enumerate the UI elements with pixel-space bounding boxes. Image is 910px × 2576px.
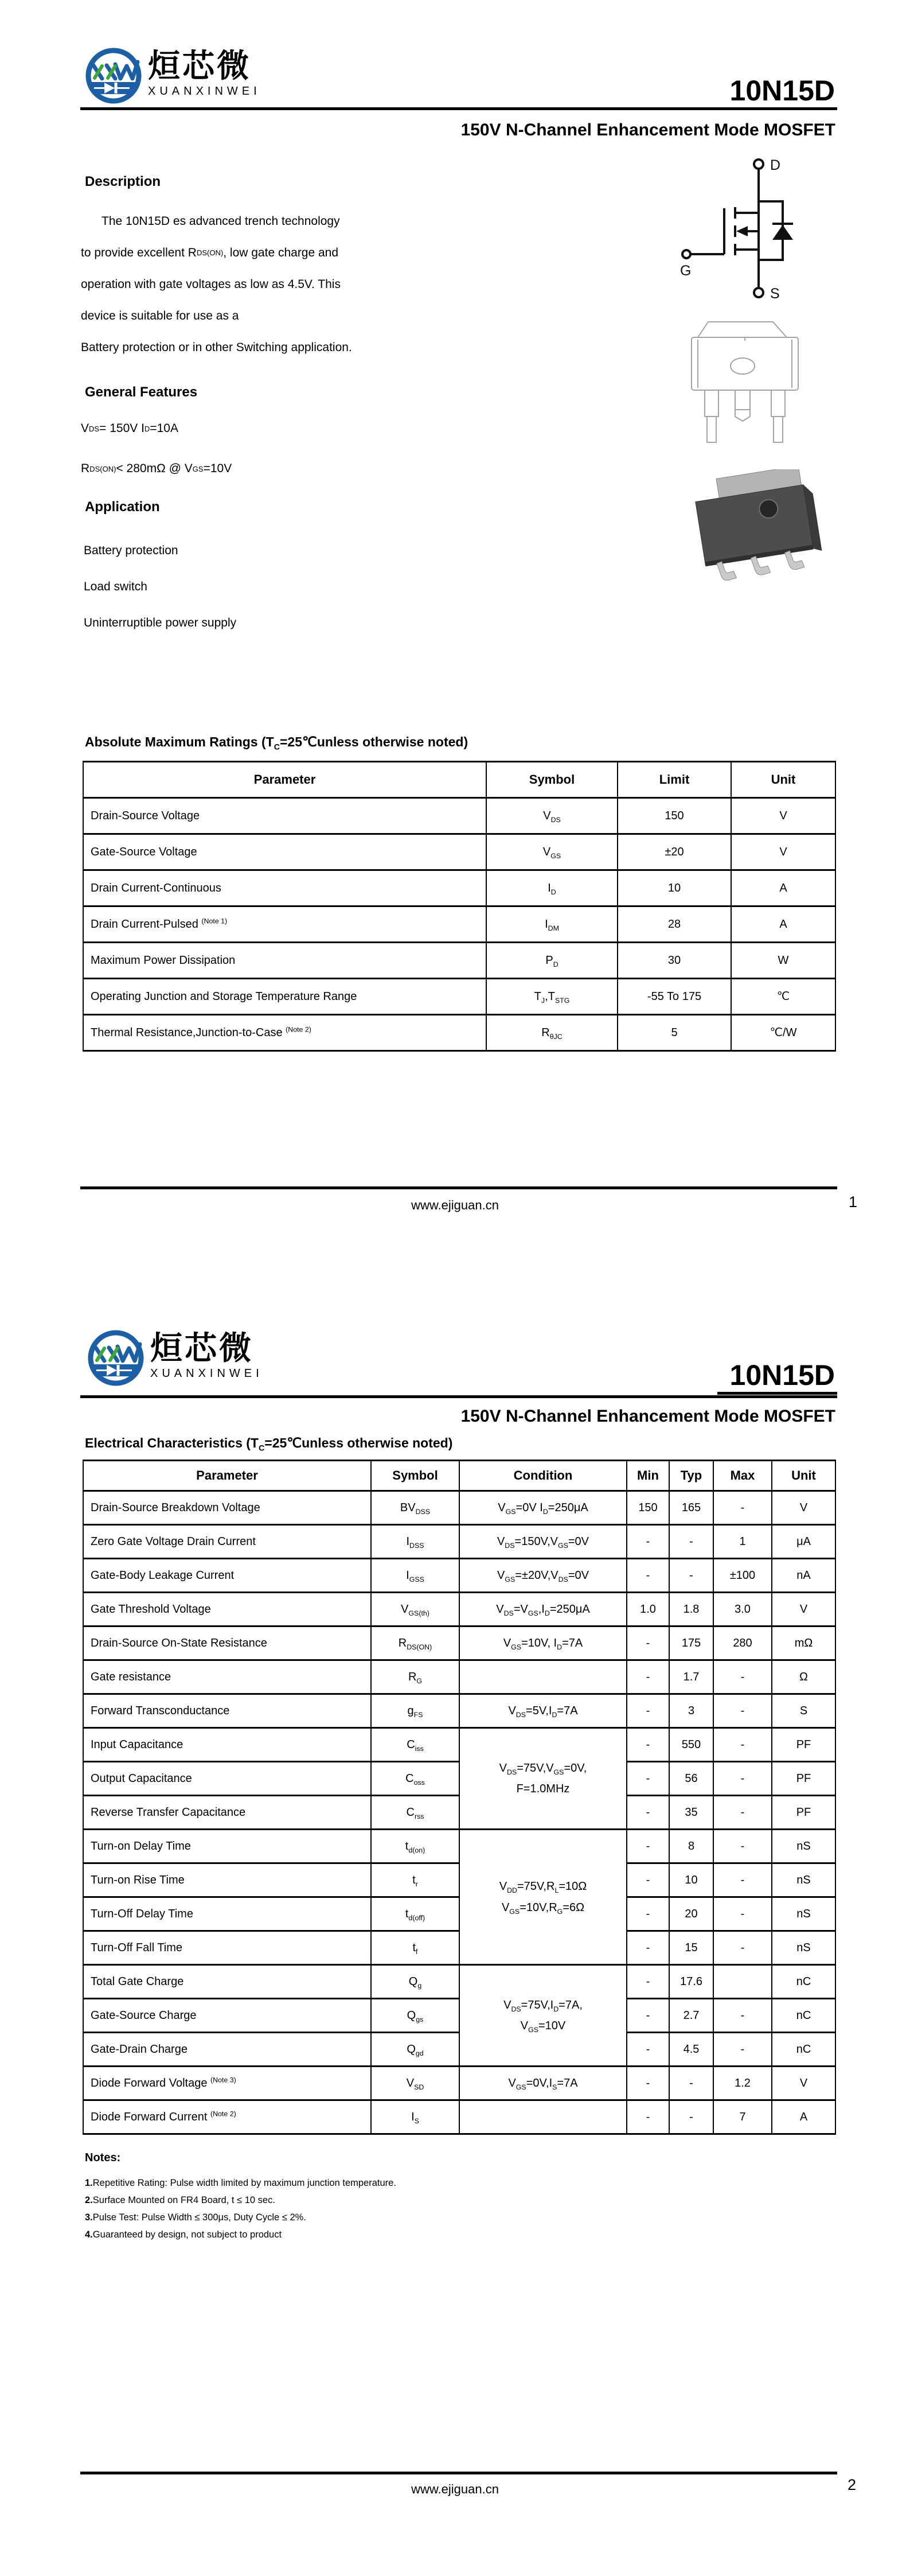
- cell-typ: -: [669, 2067, 713, 2100]
- column-header: Symbol: [486, 762, 618, 798]
- header-rule: [80, 107, 837, 110]
- cell-unit: PF: [772, 1762, 835, 1796]
- application-list: [84, 532, 520, 641]
- cell-symbol: $R_{DS(ON)}$: [371, 1626, 459, 1660]
- cell-unit: V: [772, 2067, 835, 2100]
- cell-parameter: Drain-Source On-State Resistance: [83, 1626, 371, 1660]
- cell-max: 1: [713, 1525, 772, 1559]
- cell-typ: 2.7: [669, 1999, 713, 2033]
- cell-parameter: Zero Gate Voltage Drain Current: [83, 1525, 371, 1559]
- cell-parameter: Drain Current-Continuous: [83, 870, 486, 906]
- table-row: [83, 2067, 835, 2100]
- cell-min: -: [627, 2033, 669, 2067]
- cell-min: -: [627, 1660, 669, 1694]
- footer-rule: [80, 1186, 837, 1189]
- cell-parameter: Gate-Drain Charge: [83, 2033, 371, 2067]
- cell-unit: nS: [772, 1863, 835, 1897]
- cell-unit: V: [731, 798, 835, 834]
- cell-condition: $V_{GS}=0V$ $I_D=250\mu A$: [459, 1491, 627, 1525]
- cell-limit: ±20: [618, 834, 731, 870]
- document-subtitle: 150V N-Channel Enhancement Mode MOSFET: [460, 120, 835, 139]
- cell-symbol: $t_{d(on)}$: [371, 1830, 459, 1863]
- cell-parameter: Gate resistance: [83, 1660, 371, 1694]
- gate-label: G: [680, 263, 692, 279]
- cell-unit: nC: [772, 2033, 835, 2067]
- elec-table-title: Electrical Characteristics ($T_C=25℃unless$ otherwise noted): [85, 1435, 453, 1453]
- cell-parameter: Drain Current-Pulsed $^{(Note 1)}$: [83, 906, 486, 943]
- cell-unit: nS: [772, 1830, 835, 1863]
- table-row: [83, 1626, 835, 1660]
- cell-min: -: [627, 1830, 669, 1863]
- cell-unit: S: [772, 1694, 835, 1728]
- cell-unit: ℃: [731, 979, 835, 1015]
- features-list: [81, 408, 517, 489]
- page-number: 2: [847, 2476, 857, 2493]
- application-heading: Application: [85, 499, 160, 515]
- cell-min: -: [627, 1863, 669, 1897]
- cell-min: -: [627, 1762, 669, 1796]
- cell-typ: 175: [669, 1626, 713, 1660]
- cell-max: -: [713, 1728, 772, 1762]
- cell-typ: 15: [669, 1931, 713, 1965]
- table-row: [83, 1965, 835, 1999]
- note-line: 4. Guaranteed by design, not subject to product: [85, 2229, 282, 2240]
- cell-min: -: [627, 1796, 669, 1830]
- cell-symbol: $V_{SD}$: [371, 2067, 459, 2100]
- cell-typ: 56: [669, 1762, 713, 1796]
- cell-typ: 4.5: [669, 2033, 713, 2067]
- cell-min: -: [627, 1999, 669, 2033]
- cell-condition: $V_{GS}=\pm 20V,V_{DS}=0V$: [459, 1559, 627, 1593]
- cell-min: -: [627, 1965, 669, 1999]
- cell-unit: nS: [772, 1931, 835, 1965]
- description-line: The 10N15D es advanced trench technology: [101, 214, 340, 228]
- table-row: [83, 2100, 835, 2134]
- brand-name: [150, 1332, 263, 1380]
- body-diode: [772, 225, 793, 240]
- brand-name-cn: 烜芯微: [150, 1330, 253, 1366]
- description-line: device is suitable for use as a: [81, 309, 239, 322]
- brand-logo-icon: [86, 1328, 146, 1388]
- cell-unit: nA: [772, 1559, 835, 1593]
- cell-max: -: [713, 1660, 772, 1694]
- mosfet-arrow: [736, 226, 748, 236]
- cell-min: -: [627, 1559, 669, 1593]
- footer-rule: [80, 2472, 837, 2474]
- cell-parameter: Diode Forward Voltage $^{(Note 3)}$: [83, 2067, 371, 2100]
- cell-parameter: Operating Junction and Storage Temperature Range: [83, 979, 486, 1015]
- cell-symbol: $t_f$: [371, 1931, 459, 1965]
- column-header: Typ: [669, 1461, 713, 1491]
- drain-label: D: [770, 157, 781, 173]
- column-header: Parameter: [83, 1461, 371, 1491]
- cell-parameter: Diode Forward Current $^{(Note 2)}$: [83, 2100, 371, 2134]
- source-label: S: [770, 286, 780, 302]
- cell-max: 7: [713, 2100, 772, 2134]
- cell-parameter: Drain-Source Voltage: [83, 798, 486, 834]
- brand-name-en: XUANXINWEI: [148, 84, 261, 98]
- column-header: Max: [713, 1461, 772, 1491]
- table-row: [83, 943, 835, 979]
- document-subtitle: 150V N-Channel Enhancement Mode MOSFET: [460, 1407, 835, 1426]
- page-number: 1: [849, 1193, 858, 1211]
- cell-typ: 20: [669, 1897, 713, 1931]
- cell-symbol: $V_{GS}$: [486, 834, 618, 870]
- cell-parameter: Turn-Off Fall Time: [83, 1931, 371, 1965]
- table-row: [83, 979, 835, 1015]
- cell-unit: Ω: [772, 1660, 835, 1694]
- cell-parameter: Reverse Transfer Capacitance: [83, 1796, 371, 1830]
- cell-typ: 1.7: [669, 1660, 713, 1694]
- cell-symbol: $C_{oss}$: [371, 1762, 459, 1796]
- cell-min: -: [627, 1897, 669, 1931]
- table-row: [83, 1559, 835, 1593]
- cell-symbol: $I_{DM}$: [486, 906, 618, 943]
- cell-symbol: $Q_g$: [371, 1965, 459, 1999]
- cell-max: ±100: [713, 1559, 772, 1593]
- cell-symbol: $BV_{DSS}$: [371, 1491, 459, 1525]
- cell-parameter: Turn-Off Delay Time: [83, 1897, 371, 1931]
- part-number: 10N15D: [717, 76, 837, 110]
- cell-max: -: [713, 1491, 772, 1525]
- table-row: [83, 1593, 835, 1626]
- cell-min: -: [627, 1525, 669, 1559]
- cell-unit: A: [731, 906, 835, 943]
- feature-line: R DS(ON) < 280mΩ @ V GS =10V: [81, 462, 232, 475]
- features-heading: General Features: [85, 384, 198, 400]
- cell-limit: -55 To 175: [618, 979, 731, 1015]
- cell-unit: V: [772, 1593, 835, 1626]
- cell-parameter: Gate-Source Voltage: [83, 834, 486, 870]
- table-row: [83, 1694, 835, 1728]
- table-row: [83, 870, 835, 906]
- brand-name: [148, 49, 261, 98]
- cell-typ: 17.6: [669, 1965, 713, 1999]
- table-row: [83, 1015, 835, 1051]
- table-row: [83, 1728, 835, 1762]
- description-line: Battery protection or in other Switching application.: [81, 340, 352, 354]
- cell-max: -: [713, 1762, 772, 1796]
- cell-symbol: $I_D$: [486, 870, 618, 906]
- table-row: [83, 1660, 835, 1694]
- table-row: [83, 1525, 835, 1559]
- cell-min: -: [627, 1931, 669, 1965]
- cell-max: -: [713, 2033, 772, 2067]
- column-header: Limit: [618, 762, 731, 798]
- cell-parameter: Forward Transconductance: [83, 1694, 371, 1728]
- cell-unit: μA: [772, 1525, 835, 1559]
- cell-limit: 150: [618, 798, 731, 834]
- note-line: 3. Pulse Test: Pulse Width ≤ 300μs, Duty Cycle ≤ 2%.: [85, 2212, 306, 2223]
- cell-typ: 550: [669, 1728, 713, 1762]
- cell-parameter: Output Capacitance: [83, 1762, 371, 1796]
- cell-unit: PF: [772, 1796, 835, 1830]
- cell-condition: $V_{DS}=150V,V_{GS}=0V$: [459, 1525, 627, 1559]
- cell-typ: 165: [669, 1491, 713, 1525]
- cell-typ: -: [669, 1559, 713, 1593]
- cell-symbol: $V_{GS(th)}$: [371, 1593, 459, 1626]
- cell-symbol: $C_{rss}$: [371, 1796, 459, 1830]
- cell-max: -: [713, 1694, 772, 1728]
- cell-parameter: Turn-on Rise Time: [83, 1863, 371, 1897]
- cell-unit: nS: [772, 1897, 835, 1931]
- cell-symbol: $Q_{gs}$: [371, 1999, 459, 2033]
- cell-unit: nC: [772, 1999, 835, 2033]
- cell-max: -: [713, 1897, 772, 1931]
- cell-max: -: [713, 1999, 772, 2033]
- cell-symbol: $I_{DSS}$: [371, 1525, 459, 1559]
- description-heading: Description: [85, 174, 161, 189]
- cell-unit: PF: [772, 1728, 835, 1762]
- cell-limit: 10: [618, 870, 731, 906]
- cell-typ: 1.8: [669, 1593, 713, 1626]
- cell-unit: A: [772, 2100, 835, 2134]
- brand-name-cn: 烜芯微: [148, 48, 251, 84]
- cell-parameter: Input Capacitance: [83, 1728, 371, 1762]
- cell-condition: $V_{DS}=75V,V_{GS}=0V$, F=1.0MHz: [459, 1728, 627, 1830]
- cell-symbol: $Q_{gd}$: [371, 2033, 459, 2067]
- cell-unit: V: [731, 834, 835, 870]
- brand-logo: [86, 1328, 263, 1388]
- cell-max: -: [713, 1863, 772, 1897]
- cell-symbol: $P_D$: [486, 943, 618, 979]
- cell-max: 1.2: [713, 2067, 772, 2100]
- mosfet-symbol-diagram: [677, 154, 803, 309]
- cell-max: -: [713, 1931, 772, 1965]
- cell-parameter: Total Gate Charge: [83, 1965, 371, 1999]
- cell-symbol: $T_J,T_{STG}$: [486, 979, 618, 1015]
- cell-condition: $V_{DS}=V_{GS},I_D=250\mu A$: [459, 1593, 627, 1626]
- cell-max: -: [713, 1830, 772, 1863]
- cell-symbol: $I_S$: [371, 2100, 459, 2134]
- cell-unit: A: [731, 870, 835, 906]
- abs-max-table-title: Absolute Maximum Ratings ($T_C=25℃unless$ otherwise noted): [85, 734, 468, 752]
- cell-unit: ℃/W: [731, 1015, 835, 1051]
- cell-typ: 8: [669, 1830, 713, 1863]
- footer-website: www.ejiguan.cn: [411, 2482, 499, 2496]
- description-paragraph: [81, 205, 517, 363]
- absolute-maximum-ratings-table: [83, 761, 836, 1052]
- cell-typ: -: [669, 1525, 713, 1559]
- note-line: 2. Surface Mounted on FR4 Board, t ≤ 10 sec.: [85, 2194, 275, 2205]
- table-row: [83, 1491, 835, 1525]
- table-header-row: [83, 1461, 835, 1491]
- cell-symbol: $t_r$: [371, 1863, 459, 1897]
- cell-limit: 30: [618, 943, 731, 979]
- cell-typ: 35: [669, 1796, 713, 1830]
- cell-unit: W: [731, 943, 835, 979]
- cell-unit: mΩ: [772, 1626, 835, 1660]
- cell-parameter: Maximum Power Dissipation: [83, 943, 486, 979]
- application-item: Battery protection: [84, 543, 178, 557]
- notes-list: [85, 2174, 716, 2243]
- brand-logo-icon: [84, 46, 143, 106]
- table-row: [83, 906, 835, 943]
- header-rule: [80, 1395, 837, 1398]
- description-line: operation with gate voltages as low as 4.5V. This: [81, 277, 341, 291]
- part-number: 10N15D: [717, 1361, 837, 1395]
- footer-website: www.ejiguan.cn: [411, 1198, 499, 1212]
- column-header: Unit: [772, 1461, 835, 1491]
- cell-condition: $V_{DS}=5V,I_D=7A$: [459, 1694, 627, 1728]
- table-row: [83, 834, 835, 870]
- column-header: Condition: [459, 1461, 627, 1491]
- cell-symbol: $R_{\theta JC}$: [486, 1015, 618, 1051]
- cell-min: -: [627, 1694, 669, 1728]
- electrical-characteristics-table: [83, 1460, 836, 2135]
- cell-unit: V: [772, 1491, 835, 1525]
- cell-parameter: Drain-Source Breakdown Voltage: [83, 1491, 371, 1525]
- cell-max: -: [713, 1796, 772, 1830]
- feature-line: V DS = 150V I D =10A: [81, 422, 178, 435]
- cell-symbol: $V_{DS}$: [486, 798, 618, 834]
- cell-symbol: $I_{GSS}$: [371, 1559, 459, 1593]
- cell-condition: [459, 1660, 627, 1694]
- cell-max: [713, 1965, 772, 1999]
- cell-min: -: [627, 1728, 669, 1762]
- cell-typ: 10: [669, 1863, 713, 1897]
- column-header: Unit: [731, 762, 835, 798]
- cell-unit: nC: [772, 1965, 835, 1999]
- cell-parameter: Gate Threshold Voltage: [83, 1593, 371, 1626]
- table-row: [83, 1830, 835, 1863]
- cell-min: -: [627, 2067, 669, 2100]
- cell-condition: $V_{GS}=0V,I_S=7A$: [459, 2067, 627, 2100]
- cell-parameter: Gate-Body Leakage Current: [83, 1559, 371, 1593]
- package-outline-drawing: [684, 314, 804, 446]
- cell-condition: $V_{GS}=10V$, $I_D=7A$: [459, 1626, 627, 1660]
- cell-parameter: Gate-Source Charge: [83, 1999, 371, 2033]
- cell-symbol: $g_{FS}$: [371, 1694, 459, 1728]
- cell-limit: 5: [618, 1015, 731, 1051]
- brand-name-en: XUANXINWEI: [150, 1367, 263, 1380]
- table-header-row: [83, 762, 835, 798]
- cell-min: 150: [627, 1491, 669, 1525]
- notes-heading: Notes:: [85, 2151, 121, 2164]
- cell-min: 1.0: [627, 1593, 669, 1626]
- cell-symbol: $C_{iss}$: [371, 1728, 459, 1762]
- column-header: Min: [627, 1461, 669, 1491]
- cell-max: 3.0: [713, 1593, 772, 1626]
- cell-symbol: $t_{d(off)}$: [371, 1897, 459, 1931]
- column-header: Parameter: [83, 762, 486, 798]
- column-header: Symbol: [371, 1461, 459, 1491]
- note-line: 1. Repetitive Rating: Pulse width limited by maximum junction temperature.: [85, 2177, 396, 2188]
- cell-typ: 3: [669, 1694, 713, 1728]
- cell-limit: 28: [618, 906, 731, 943]
- cell-parameter: Turn-on Delay Time: [83, 1830, 371, 1863]
- cell-min: -: [627, 2100, 669, 2134]
- brand-logo: [84, 46, 261, 106]
- table-row: [83, 798, 835, 834]
- cell-condition: $V_{DD}=75V,R_L=10\Omega$ $V_{GS}=10V,R_G=6\Omega$: [459, 1830, 627, 1965]
- cell-symbol: $R_G$: [371, 1660, 459, 1694]
- cell-condition: $V_{DS}=75V,I_D=7A$, $V_{GS}=10V$: [459, 1965, 627, 2067]
- package-photo: [690, 469, 827, 584]
- cell-min: -: [627, 1626, 669, 1660]
- cell-parameter: Thermal Resistance,Junction-to-Case $^{(Note 2)}$: [83, 1015, 486, 1051]
- cell-typ: -: [669, 2100, 713, 2134]
- application-item: Load switch: [84, 579, 147, 593]
- description-line: to provide excellent R DS(ON) , low gate charge and: [81, 246, 339, 259]
- application-item: Uninterruptible power supply: [84, 616, 237, 629]
- cell-condition: [459, 2100, 627, 2134]
- cell-max: 280: [713, 1626, 772, 1660]
